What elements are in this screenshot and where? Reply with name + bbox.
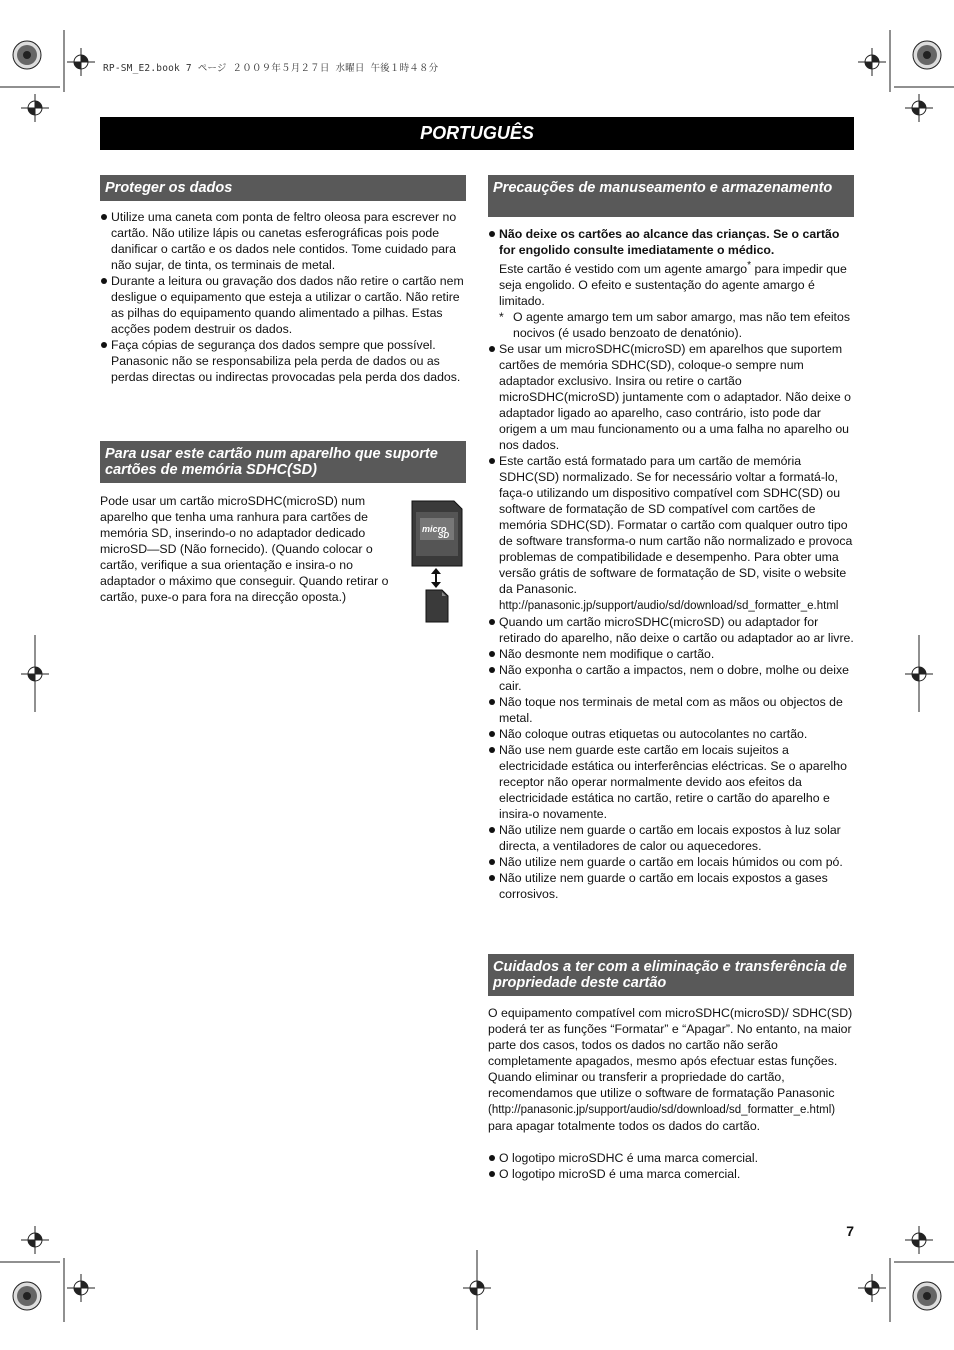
- file-info-header: RP-SM_E2.book 7 ページ ２００９年５月２７日 水曜日 午後１時４８分: [103, 63, 439, 74]
- use-paragraph: Pode usar um cartão microSDHC(microSD) num aparelho que tenha uma ranhura para cartões de memória SD, inserindo-o no adaptador dedicado microSD—SD (Não fornecido). (Quando colocar o cartão, verifique a sua orientação e insira-o no adaptador o máximo que conseguir. Quando retirar o cartão, puxe-o para fora na direcção oposta.): [100, 494, 389, 604]
- list-item: Não desmonte nem modifique o cartão.: [488, 646, 854, 662]
- formatter-url-link[interactable]: (http://panasonic.jp/support/audio/sd/download/sd_formatter_e.html): [488, 1104, 836, 1116]
- section-heading-protect: Proteger os dados: [100, 175, 466, 201]
- list-item: Não coloque outras etiquetas ou autocolantes no cartão.: [488, 726, 854, 742]
- section-heading-dispose: Cuidados a ter com a eliminação e transferência de propriedade deste cartão: [488, 954, 854, 996]
- asterisk-mark: *: [747, 260, 752, 271]
- dispose-text: O equipamento compatível com microSDHC(microSD)/ SDHC(SD) poderá ter as funções “Formatar” e “Apagar”. No entanto, na maior parte dos casos, todos os dados no cartão não serão completamente apagados, mesmo após efectuar estas funções. Quando eliminar ou transferir a propriedade do cartão, recomendamos que utilize o software de formatação Panasonic: [488, 1006, 853, 1100]
- list-item: Não use nem guarde este cartão em locais sujeitos a electricidade estática ou interferências eléctricas. Se o aparelho receptor não operar normalmente devido aos efeitos da electricidade estática no cartão, retire o cartão do aparelho e insira-o novamente.: [488, 742, 854, 822]
- sd-adapter-illustration-icon: [408, 498, 466, 626]
- list-item: Não utilize nem guarde o cartão em locais húmidos ou com pó.: [488, 854, 854, 870]
- section-heading-care: Precauções de manuseamento e armazenamento: [488, 175, 854, 217]
- bitter-agent-text-2: para impedir que seja engolido. O efeito e sustentação do agente amargo é limitado.: [499, 262, 847, 309]
- list-item: O logotipo microSDHC é uma marca comercial.: [488, 1150, 854, 1166]
- formatter-url-link[interactable]: http://panasonic.jp/support/audio/sd/download/sd_formatter_e.html: [499, 600, 839, 613]
- page-number: 7: [846, 1223, 854, 1239]
- note-text: O agente amargo tem um sabor amargo, mas não tem efeitos nocivos (é usado benzoato de denatónio).: [513, 310, 850, 341]
- warning-children: Não deixe os cartões ao alcance das crianças. Se o cartão for engolido consulte imediatamente o médico.: [499, 227, 840, 257]
- dispose-paragraph: [488, 1005, 854, 1134]
- card-logo-sd: SD: [438, 531, 450, 540]
- format-text: Este cartão está formatado para um cartão de memória SDHC(SD) normalizado. Se for necessário voltar a formatá-lo, faça-o utilizando um dispositivo compatível com SDHC(SD) ou software de formatação de SD compatível com cartões de memória SDHC(SD). Formatar o cartão com qualquer outro tipo de software transforma-o num cartão não normalizado e provoca problemas de compatibilidade e desempenho. Para obter uma versão grátis de software de formatação de SD, visite o website da Panasonic.: [499, 454, 853, 597]
- note-asterisk: *: [499, 310, 504, 325]
- list-item: [488, 226, 854, 341]
- list-item: Não exponha o cartão a impactos, nem o dobre, molhe ou deixe cair.: [488, 662, 854, 694]
- list-item: Durante a leitura ou gravação dos dados não retire o cartão nem desligue o equipamento que esteja a utilizar o cartão. Não retire as pilhas do equipamento quando alimentado a pilhas. Estas acções podem destruir os dados.: [100, 273, 466, 337]
- trademark-list: [488, 1150, 854, 1182]
- list-item: Não utilize nem guarde o cartão em locais expostos a gases corrosivos.: [488, 870, 854, 902]
- list-item: Se usar um microSDHC(microSD) em aparelhos que suportem cartões de memória SDHC(SD), coloque-o sempre num adaptador exclusivo. Insira ou retire o cartão microSDHC(microSD) juntamente com o adaptador. Não deixe o adaptador ligado ao aparelho, caso contrário, isto pode dar origem a um mau funcionamento ou a uma falha no aparelho ou nos dados.: [488, 341, 854, 453]
- list-item: Faça cópias de segurança dos dados sempre que possível. Panasonic não se responsabiliza pela perda de dados ou as perdas directas ou indirectas provocadas pela perda dos dados.: [100, 337, 466, 385]
- page-title: PORTUGUÊS: [100, 117, 854, 150]
- care-bullet-list: [488, 226, 854, 902]
- list-item: O logotipo microSD é uma marca comercial.: [488, 1166, 854, 1182]
- dispose-text-end: para apagar totalmente todos os dados do cartão.: [488, 1119, 761, 1133]
- list-item: Utilize uma caneta com ponta de feltro oleosa para escrever no cartão. Não utilize lápis ou canetas esferográficas pois pode danificar o cartão e os dados nele contidos. Tome cuidado para não sujar, de tinta, os terminais de metal.: [100, 209, 466, 273]
- list-item: Não toque nos terminais de metal com as mãos ou objectos de metal.: [488, 694, 854, 726]
- list-item: Não utilize nem guarde o cartão em locais expostos à luz solar directa, a ventiladores de calor ou aquecedores.: [488, 822, 854, 854]
- card-logo-micro: micro: [422, 524, 447, 534]
- list-item: Quando um cartão microSDHC(microSD) ou adaptador for retirado do aparelho, não deixe o cartão ou adaptador ao ar livre.: [488, 614, 854, 646]
- bitter-agent-text: Este cartão é vestido com um agente amargo: [499, 262, 748, 277]
- protect-bullet-list: [100, 209, 466, 385]
- bitter-agent-note: [499, 309, 854, 341]
- section-heading-use: Para usar este cartão num aparelho que suporte cartões de memória SDHC(SD): [100, 441, 466, 483]
- list-item: [488, 453, 854, 614]
